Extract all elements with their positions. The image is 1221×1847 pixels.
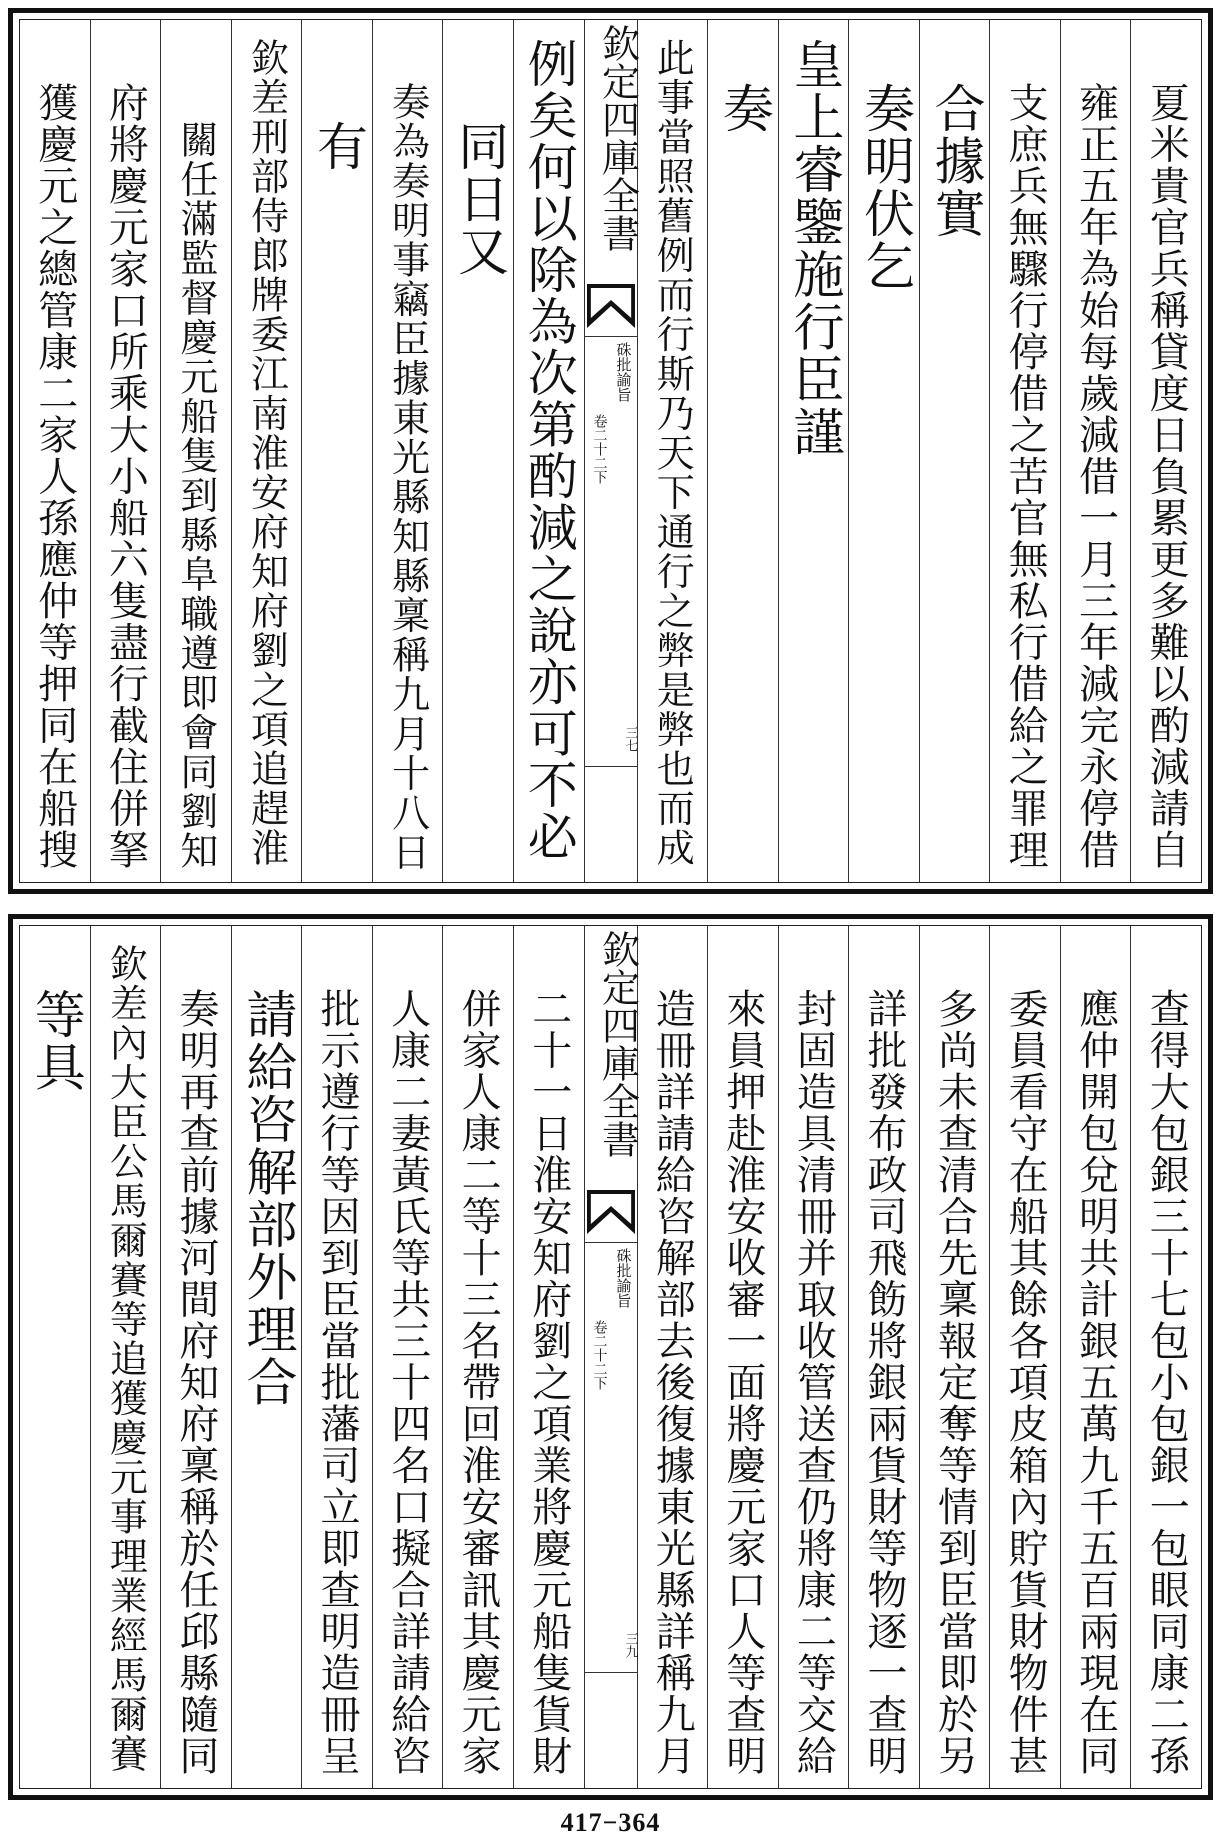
column-text: 關任滿監督慶元船隻到縣阜職遵即會同劉知	[173, 120, 218, 871]
text-column	[637, 20, 708, 882]
page-frame	[19, 925, 1202, 1789]
text-column	[778, 20, 849, 882]
book-title: 欽定四庫全書	[595, 930, 640, 1158]
page-frame	[19, 19, 1202, 883]
text-column	[90, 926, 161, 1788]
text-column	[160, 20, 231, 882]
column-text: 合據實	[925, 82, 985, 240]
text-column	[231, 20, 302, 882]
column-text: 夏米貴官兵稱貸度日負累更多難以酌減請自	[1143, 82, 1190, 871]
column-text: 來員押赴淮安收審一面將慶元家口人等查明	[719, 988, 766, 1777]
column-text: 奏	[713, 82, 773, 135]
page-top	[8, 8, 1213, 894]
fold-divider	[585, 1672, 637, 1673]
text-column	[1060, 20, 1131, 882]
column-text: 查得大包銀三十七包小包銀一包眼同康二孫	[1143, 988, 1190, 1777]
column-text: 奏為奏明事竊臣據東光縣知縣稟稱九月十八日	[385, 82, 430, 872]
book-title: 欽定四庫全書	[595, 24, 640, 252]
column-text: 封固造具清冊并取收管送查仍將康二等交給	[790, 988, 837, 1777]
column-text: 人康二妻黃氏等共三十四名口擬合詳請給咨	[384, 988, 431, 1777]
text-column	[442, 20, 513, 882]
column-text: 二十一日淮安知府劉之項業將慶元船隻貨財	[525, 988, 572, 1777]
column-text: 造冊詳請給咨解部去後復據東光縣詳稱九月	[649, 988, 696, 1777]
column-text: 欽差刑部侍郎牌委江南淮安府知府劉之項追趕淮	[244, 38, 289, 868]
text-column	[919, 926, 990, 1788]
text-column	[372, 20, 443, 882]
text-column	[848, 20, 919, 882]
text-column	[231, 926, 302, 1788]
column-text: 支庶兵無驟行停借之苦官無私行借給之罪理	[1002, 82, 1049, 871]
section-title: 硃批諭旨	[614, 342, 633, 402]
text-column	[989, 20, 1060, 882]
page-bottom	[8, 914, 1213, 1800]
column-text: 奏明伏乞	[854, 82, 914, 292]
text-column	[637, 926, 708, 1788]
text-column	[1130, 20, 1201, 882]
column-text: 詳批發布政司飛飭將銀兩貨財等物逐一查明	[860, 988, 907, 1777]
text-column	[301, 20, 372, 882]
text-column	[707, 20, 778, 882]
column-text: 併家人康二等十三名帶回淮安審訊其慶元家	[455, 988, 502, 1777]
column-text: 請給咨解部外理合	[236, 988, 296, 1408]
text-column	[160, 926, 231, 1788]
text-column	[20, 20, 90, 882]
text-column	[301, 926, 372, 1788]
column-text: 應仲開包兌明共計銀五萬九千五百兩現在同	[1072, 988, 1119, 1777]
text-column	[1060, 926, 1131, 1788]
text-column	[513, 926, 584, 1788]
center-fold	[584, 20, 640, 882]
column-text: 府將慶元家口所乘大小船六隻盡行截住併拏	[102, 82, 149, 871]
page-number: 三七	[622, 726, 638, 752]
column-text: 例矣何以除為次第酌減之說亦可不必	[519, 38, 578, 862]
text-column	[20, 926, 90, 1788]
fold-divider	[585, 1242, 637, 1243]
fish-tail-icon	[587, 1190, 635, 1234]
column-text: 批示遵行等因到臣當批藩司立即查明造冊呈	[314, 988, 361, 1777]
text-column	[778, 926, 849, 1788]
column-text: 獲慶元之總管康二家人孫應仲等押同在船搜	[31, 82, 78, 871]
page-footer-number: 417−364	[560, 1808, 661, 1837]
text-column	[919, 20, 990, 882]
volume-label: 卷二十二下	[591, 414, 608, 484]
text-column	[372, 926, 443, 1788]
volume-label: 卷二十二下	[591, 1320, 608, 1390]
column-text: 委員看守在船其餘各項皮箱內貯貨財物件甚	[1002, 988, 1049, 1777]
fish-tail-icon	[587, 284, 635, 328]
column-text: 皇上睿鑒施行臣謹	[783, 38, 843, 458]
text-column	[90, 20, 161, 882]
page-number: 三九	[622, 1632, 638, 1658]
text-column	[989, 926, 1060, 1788]
fold-divider	[585, 766, 637, 767]
text-column	[1130, 926, 1201, 1788]
text-column	[848, 926, 919, 1788]
column-text: 有	[307, 120, 367, 173]
section-title: 硃批諭旨	[614, 1248, 633, 1308]
column-text: 奏明再查前據河間府知府稟稱於任邱縣隨同	[172, 988, 219, 1777]
center-fold	[584, 926, 640, 1788]
column-text: 等具	[25, 988, 85, 1093]
column-text: 此事當照舊例而行斯乃天下通行之弊是弊也而成	[650, 38, 695, 868]
fold-divider	[585, 336, 637, 337]
text-column	[442, 926, 513, 1788]
column-text: 多尚未查清合先稟報定奪等情到臣當即於另	[931, 988, 978, 1777]
column-text: 同日又	[448, 120, 508, 278]
column-text: 欽差內大臣公馬爾賽等追獲慶元事理業經馬爾賽	[103, 944, 148, 1774]
text-column	[707, 926, 778, 1788]
column-text: 雍正五年為始每歲減借一月三年減完永停借	[1072, 82, 1119, 871]
text-column	[513, 20, 584, 882]
